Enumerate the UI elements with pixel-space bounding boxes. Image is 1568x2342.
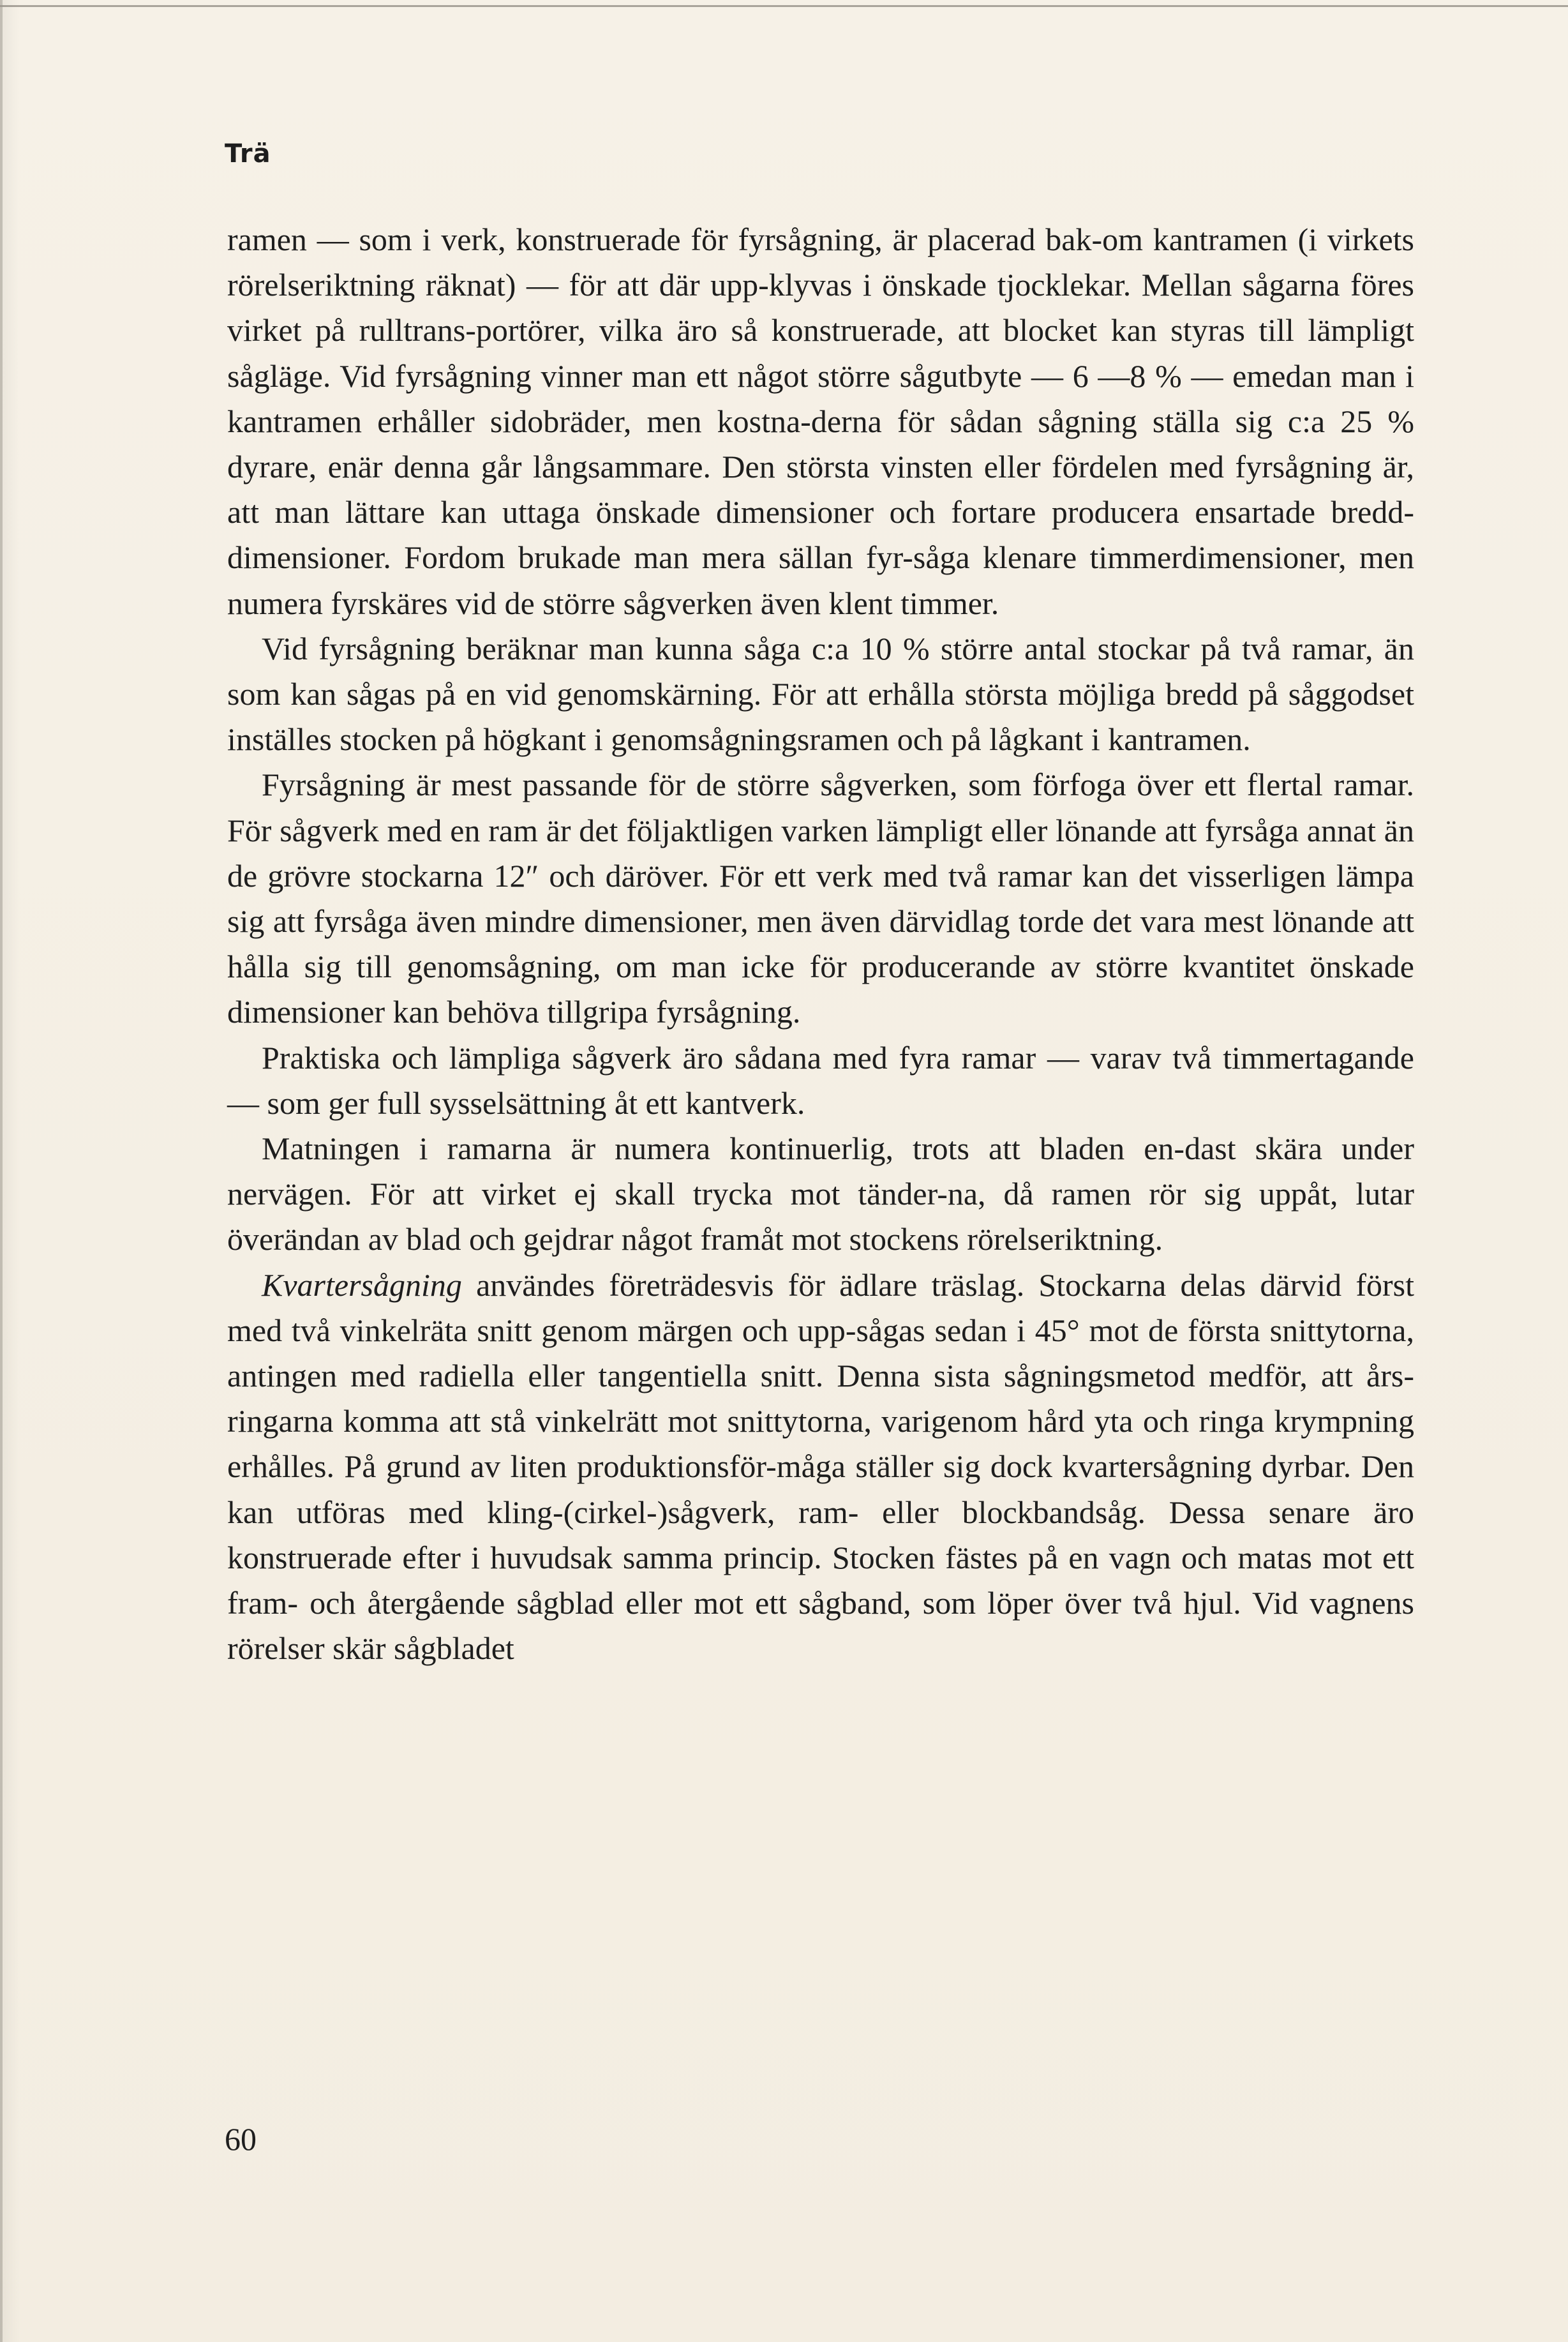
paragraph-text: användes företrädesvis för ädlare träslag. Stockarna delas därvid först med två vinkelräta snitt genom märgen och upp-sågas sedan i 45° mot de första snittytorna, antingen med radiella eller tangentiella snitt. Denna sista sågningsmetod medför, att års-ringarna komma att stå vinkelrätt mot snittytorna, varigenom hård yta och ringa krympning erhålles. På grund av liten produktionsför-måga ställer sig dock kvartersågning dyrbar. Den kan utföras med kling-(cirkel-)sågverk, ram- eller blockbandsåg. Dessa senare äro konstruerade efter i huvudsak samma princip. Stocken fästes på en vagn och matas mot ett fram- och återgående sågblad eller mot ett sågband, som löper över två hjul. Vid vagnens rörelser skär sågbladet [227,1266,1414,1667]
paragraph-lead-italic: Kvartersågning [262,1266,462,1303]
paragraph-text: Vid fyrsågning beräknar man kunna såga c:a 10 % större antal stockar på två ramar, än som kan sågas på en vid genomskärning. För att erhålla största möjliga bredd på såggodset inställes stocken på högkant i genomsågningsramen och på lågkant i kantramen. [227,630,1414,758]
page-number: 60 [225,2121,257,2157]
paragraph [227,1263,1414,1672]
paragraph [227,1035,1414,1126]
paragraph-text: Fyrsågning är mest passande för de större sågverken, som förfoga över ett flertal ramar. För sågverk med en ram är det följaktligen varken lämpligt eller lönande att fyrsåga annat än de grövre stockarna 12″ och däröver. För ett verk med två ramar kan det visserligen lämpa sig att fyrsåga även mindre dimensioner, men även därvidlag torde det vara mest lönande att hålla sig till genomsågning, om man icke för producerande av större kvantitet önskade dimensioner kan behöva tillgripa fyrsågning. [227,767,1414,1030]
paragraph [227,217,1414,626]
top-scan-edge [0,5,1568,7]
running-head: Trä [225,139,271,169]
left-scan-edge [0,0,3,2342]
paragraph-text: Matningen i ramarna är numera kontinuerlig, trots att bladen en-dast skära under nervägen. För att virket ej skall trycka mot tänder-na, då ramen rör sig uppåt, lutar överändan av blad och gejdrar något framåt mot stockens rörelseriktning. [227,1130,1414,1257]
paragraph-text: ramen — som i verk, konstruerade för fyrsågning, är placerad bak-om kantramen (i virkets rörelseriktning räknat) — för att där upp-klyvas i önskade tjocklekar. Mellan sågarna föres virket på rulltrans-portörer, vilka äro så konstruerade, att blocket kan styras till lämpligt sågläge. Vid fyrsågning vinner man ett något större sågutbyte — 6 —8 % — emedan man i kantramen erhåller sidobräder, men kostna-derna för sådan sågning ställa sig c:a 25 % dyrare, enär denna går långsammare. Den största vinsten eller fördelen med fyrsågning är, att man lättare kan uttaga önskade dimensioner och fortare producera ensartade bredd-dimensioner. Fordom brukade man mera sällan fyr-såga klenare timmerdimensioner, men numera fyrskäres vid de större sågverken även klent timmer. [227,221,1414,621]
body-text [227,217,1414,1672]
paragraph-text: Praktiska och lämpliga sågverk äro sådana med fyra ramar — varav två timmertagande — som ger full sysselsättning åt ett kantverk. [227,1039,1414,1121]
paragraph [227,1126,1414,1263]
paragraph [227,762,1414,1035]
paragraph [227,626,1414,763]
